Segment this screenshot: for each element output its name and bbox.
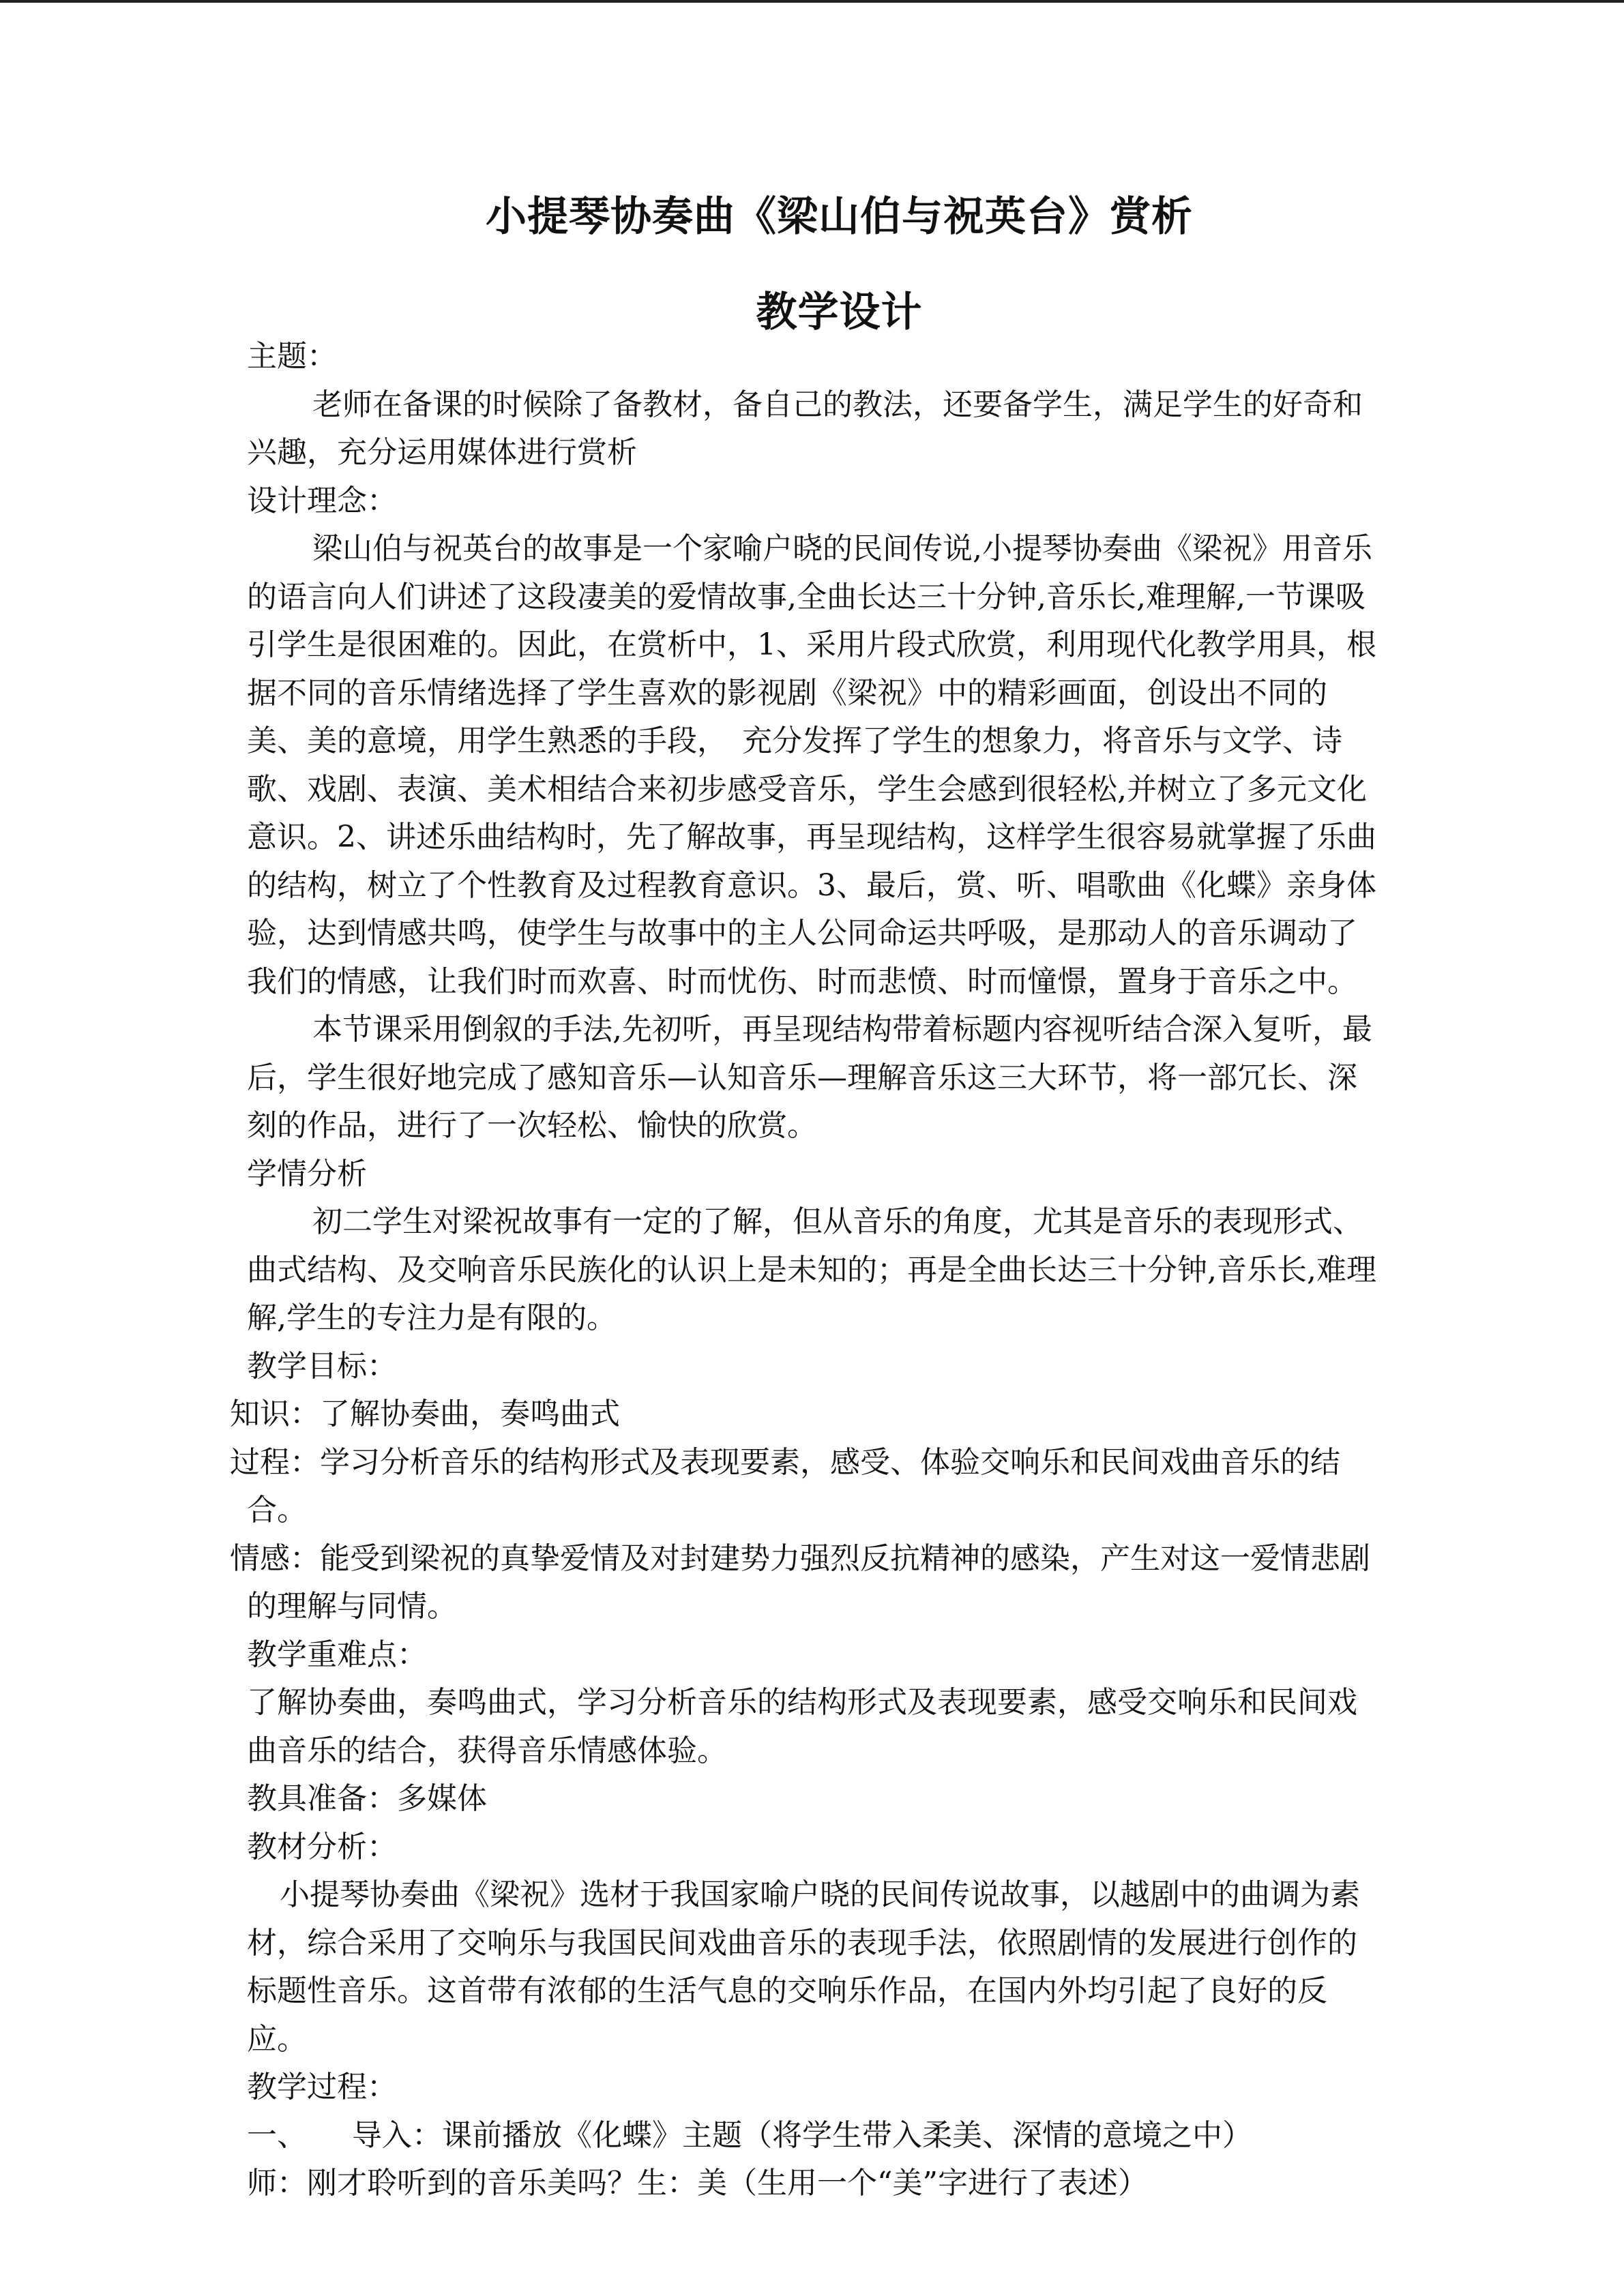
paragraph-design-concept: 梁山伯与祝英台的故事是一个家喻户晓的民间传说,小提琴协奏曲《梁祝》用音乐的语言向人们讲述了这段凄美的爱情故事,全曲长达三十分钟,音乐长,难理解,一节课吸引学生是很困难的。因此，在赏析中，1、采用片段式欣赏，利用现代化教学用具，根据不同的音乐情绪选择了学生喜欢的影视剧《梁祝》中的精彩画面，创设出不同的美、美的意境，用学生熟悉的手段， 充分发挥了学生的想象力，将音乐与文学、诗歌、戏剧、表演、美术相结合来初步感受音乐，学生会感到很轻松,并树立了多元文化意识。2、讲述乐曲结构时，先了解故事，再呈现结构，这样学生很容易就掌握了乐曲的结构，树立了个性教育及过程教育意识。3、最后，赏、听、唱歌曲《化蝶》亲身体验，达到情感共鸣，使学生与故事中的主人公同命运共呼吸，是那动人的音乐调动了我们的情感，让我们时而欢喜、时而忧伤、时而悲愤、时而憧憬，置身于音乐之中。 <box>247 531 1376 999</box>
section-heading-teaching-process: 教学过程： <box>247 2070 397 2104</box>
objective-knowledge: 知识：了解协奏曲，奏鸣曲式 <box>230 1397 620 1431</box>
section-heading-theme: 主题： <box>247 339 337 374</box>
paragraph-theme: 老师在备课的时候除了备教材，备自己的教法，还要备学生，满足学生的好奇和兴趣，充分运用媒体进行赏析 <box>247 387 1363 470</box>
section-heading-objectives: 教学目标： <box>247 1348 397 1384</box>
section-heading-key-points: 教学重难点： <box>247 1637 427 1672</box>
document-title: 小提琴协奏曲《梁山伯与祝英台》赏析 <box>486 193 1193 241</box>
section-heading-design-concept: 设计理念： <box>247 483 397 518</box>
document-subtitle: 教学设计 <box>756 288 923 336</box>
section-heading-student-analysis: 学情分析 <box>247 1156 367 1191</box>
process-step-introduction: 一、 导入：课前播放《化蝶》主题（将学生带入柔美、深情的意境之中） <box>247 2117 1252 2153</box>
section-heading-teaching-aids: 教具准备：多媒体 <box>247 1781 487 1816</box>
objective-emotion: 情感：能受到梁祝的真挚爱情及对封建势力强烈反抗精神的感染，产生对这一爱情悲剧的理解与同情。 <box>230 1540 1370 1624</box>
paragraph-key-points: 了解协奏曲，奏鸣曲式，学习分析音乐的结构形式及表现要素，感受交响乐和民间戏曲音乐的结合，获得音乐情感体验。 <box>247 1685 1357 1768</box>
paragraph-material-analysis: 小提琴协奏曲《梁祝》选材于我国家喻户晓的民间传说故事，以越剧中的曲调为素材，综合采用了交响乐与我国民间戏曲音乐的表现手法，依照剧情的发展进行创作的标题性音乐。这首带有浓郁的生活气息的交响乐作品，在国内外均引起了良好的反应。 <box>247 1877 1360 2057</box>
objective-process: 过程：学习分析音乐的结构形式及表现要素，感受、体验交响乐和民间戏曲音乐的结合。 <box>230 1444 1340 1527</box>
page-top-border <box>0 0 1624 3</box>
process-dialogue: 师：刚才聆听到的音乐美吗？生：美（生用一个“美”字进行了表述） <box>247 2166 1148 2201</box>
document-body <box>230 333 1379 2208</box>
paragraph-student-analysis: 初二学生对梁祝故事有一定的了解，但从音乐的角度，尤其是音乐的表现形式、曲式结构、及交响音乐民族化的认识上是未知的；再是全曲长达三十分钟,音乐长,难理解,学生的专注力是有限的。 <box>247 1204 1376 1335</box>
paragraph-lesson-approach: 本节课采用倒叙的手法,先初听，再呈现结构带着标题内容视听结合深入复听，最后，学生很好地完成了感知音乐—认知音乐—理解音乐这三大环节，将一部冗长、深刻的作品，进行了一次轻松、愉快的欣赏。 <box>247 1012 1372 1143</box>
section-heading-material-analysis: 教材分析： <box>247 1829 397 1864</box>
